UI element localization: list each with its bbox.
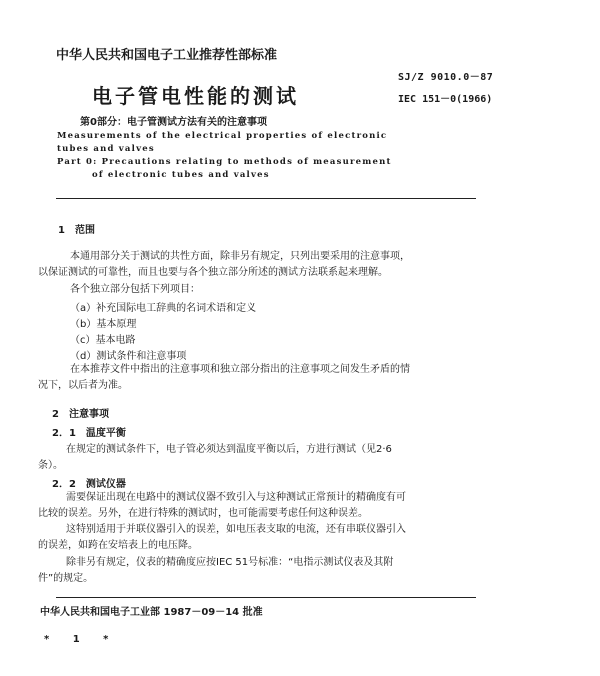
english-title-line: tubes and valves (57, 144, 155, 154)
page-number: * 1 * (44, 634, 119, 645)
standard-code: SJ/Z 9010.0－87 (398, 72, 494, 83)
subsection-2-2-heading: 2．2 测试仪器 (52, 479, 126, 490)
section-2-heading: 2 注意事项 (52, 409, 109, 420)
english-title-line: of electronic tubes and valves (92, 170, 270, 180)
paragraph-line: 况下，以后者为准。 (38, 380, 128, 391)
list-item: （d）测试条件和注意事项 (70, 351, 187, 362)
english-title-line: Part 0: Precautions relating to methods of measurement (57, 157, 392, 167)
section-1-heading: 1 范围 (58, 225, 95, 236)
subsection-2-1-heading: 2．1 温度平衡 (52, 428, 126, 439)
paragraph-line: 比较的误差。另外，在进行特殊的测试时，也可能需要考虑任何这种误差。 (38, 508, 368, 519)
paragraph-line: 各个独立部分包括下列项目： (70, 284, 200, 295)
paragraph-line: 本通用部分关于测试的共性方面，除非另有规定，只列出要采用的注意事项， (70, 251, 410, 262)
part-title: 第0部分：电子管测试方法有关的注意事项 (80, 117, 267, 128)
paragraph-line: 在规定的测试条件下，电子管必须达到温度平衡以后，方进行测试（见2·6 (66, 444, 392, 455)
list-item: （a）补充国际电工辞典的名词术语和定义 (70, 303, 257, 314)
paragraph-line: 需要保证出现在电路中的测试仪器不致引入与这种测试正常预计的精确度有可 (66, 492, 406, 503)
footer-divider (56, 597, 476, 598)
paragraph-line: 除非另有规定，仪表的精确度应按IEC 51号标准：“电指示测试仪表及其附 (66, 557, 394, 568)
header-divider (56, 198, 476, 199)
paragraph-line: 在本推荐文件中指出的注意事项和独立部分指出的注意事项之间发生矛盾的情 (70, 364, 410, 375)
list-item: （c）基本电路 (70, 335, 136, 346)
approval-line: 中华人民共和国电子工业部 1987－09－14 批准 (40, 607, 263, 618)
list-item: （b）基本原理 (70, 319, 137, 330)
english-title-line: Measurements of the electrical properties of electronic (57, 131, 388, 141)
paragraph-line: 以保证测试的可靠性，而且也要与各个独立部分所述的测试方法联系起来理解。 (38, 267, 388, 278)
paragraph-line: 的误差，如跨在安培表上的电压降。 (38, 540, 198, 551)
iec-code: IEC 151－0(1966) (398, 94, 493, 105)
standard-title: 中华人民共和国电子工业推荐性部标准 (56, 48, 278, 63)
main-title: 电子管电性能的测试 (92, 84, 299, 108)
paragraph-line: 这特别适用于并联仪器引入的误差，如电压表支取的电流，还有串联仪器引入 (66, 524, 406, 535)
paragraph-line: 条）。 (38, 460, 63, 471)
paragraph-line: 件”的规定。 (38, 573, 94, 584)
